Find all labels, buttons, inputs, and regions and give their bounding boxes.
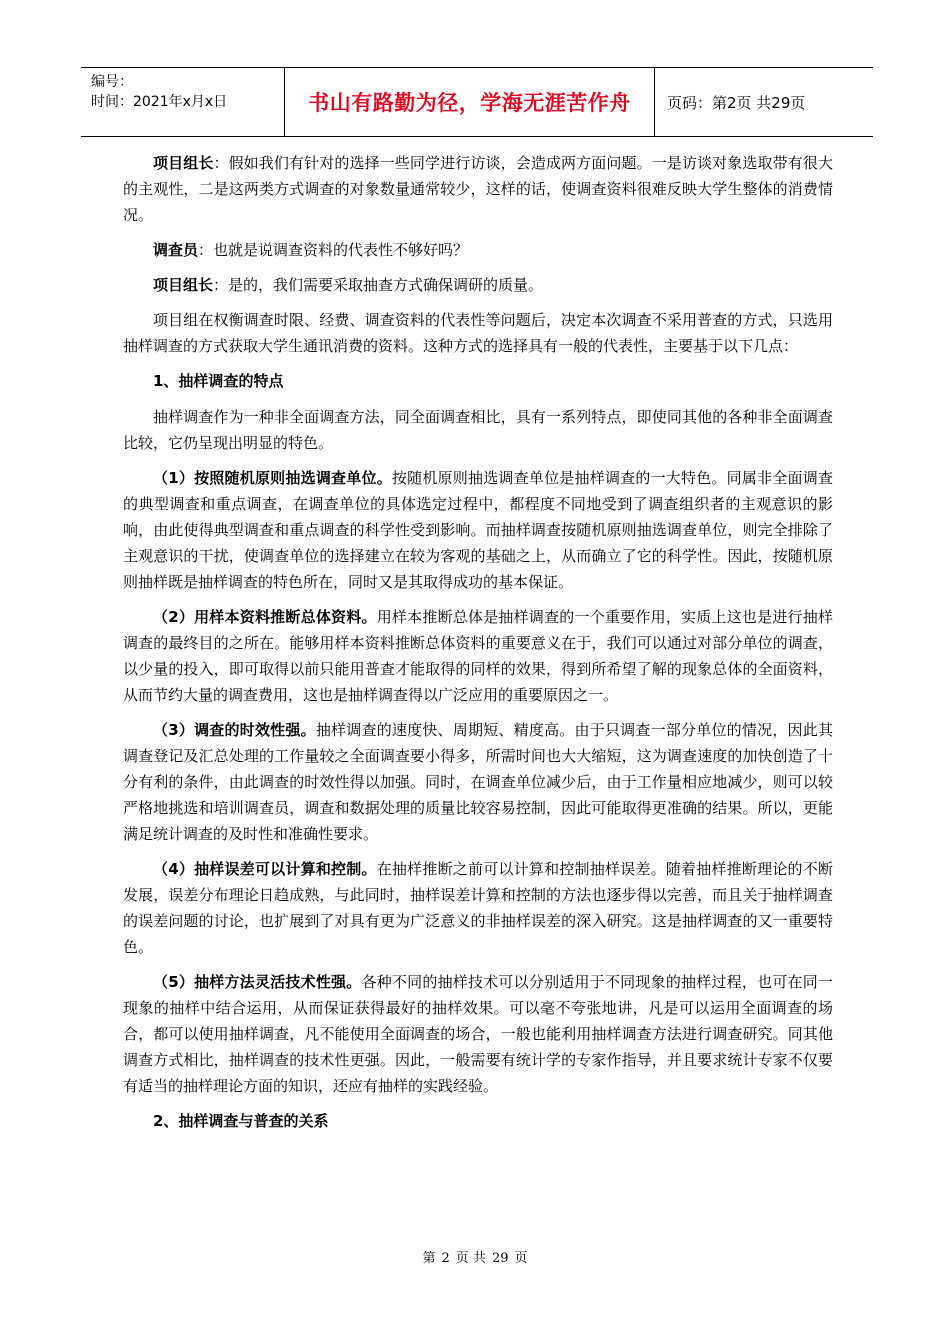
section-heading: 1、抽样调查的特点 (153, 372, 284, 390)
document-number-label: 编号： (91, 74, 133, 90)
paragraph-lead: （4）抽样误差可以计算和控制。 (153, 860, 377, 878)
paragraph-lead: 项目组长 (153, 154, 214, 172)
paragraph-lead: （2）用样本资料推断总体资料。 (153, 608, 377, 626)
paragraph-text: 抽样调查作为一种非全面调查方法，同全面调查相比，具有一系列特点，即使同其他的各种非全面调查比较，它仍呈现出明显的特色。 (123, 408, 833, 452)
footer-suffix: 页 (514, 1251, 528, 1266)
paragraph (123, 307, 833, 359)
paragraph (123, 465, 833, 595)
header-motto: 书山有路勤为径，学海无涯苦作舟 (285, 68, 655, 136)
paragraph (123, 237, 833, 263)
paragraph (123, 272, 833, 298)
footer-middle: 页 共 (455, 1251, 486, 1266)
footer-page-number: 2 (441, 1251, 450, 1266)
paragraph-text: 抽样调查的速度快、周期短、精度高。由于只调查一部分单位的情况，因此其调查登记及汇总处理的工作量较之全面调查要小得多，所需时间也大大缩短，这为调查速度的加快创造了十分有利的条件，由此调查的时效性得以加强。同时，在调查单位减少后，由于工作量相应地减少，则可以较严格地挑选和培训调查员，调查和数据处理的质量比较容易控制，因此可能取得更准确的结果。所以，更能满足统计调查的及时性和准确性要求。 (123, 721, 833, 843)
page-footer (0, 1247, 950, 1266)
paragraph (123, 150, 833, 228)
header-meta-cell (81, 68, 285, 136)
paragraph-lead: 调查员 (153, 241, 199, 259)
paragraph-text: 项目组在权衡调查时限、经费、调查资料的代表性等问题后，决定本次调查不采用普查的方式，只选用抽样调查的方式获取大学生通讯消费的资料。这种方式的选择具有一般的代表性，主要基于以下几点： (123, 311, 833, 355)
footer-total-pages: 29 (491, 1251, 509, 1266)
footer-prefix: 第 (422, 1251, 436, 1266)
paragraph-text: 在抽样推断之前可以计算和控制抽样误差。随着抽样推断理论的不断发展，误差分布理论日趋成熟，与此同时，抽样误差计算和控制的方法也逐步得以完善，而且关于抽样调查的误差问题的讨论，也扩展到了对具有更为广泛意义的非抽样误差的深入研究。这是抽样调查的又一重要特色。 (123, 860, 833, 956)
paragraph (123, 604, 833, 708)
paragraph-lead: （3）调查的时效性强。 (153, 721, 316, 739)
paragraph-text: ：假如我们有针对的选择一些同学进行访谈，会造成两方面问题。一是访谈对象选取带有很大的主观性，二是这两类方式调查的对象数量通常较少，这样的话，使调查资料很难反映大学生整体的消费情况。 (123, 154, 833, 224)
paragraph (123, 404, 833, 456)
paragraph-lead: （1）按照随机原则抽选调查单位。 (153, 469, 392, 487)
document-time-label: 时间：2021年x月x日 (91, 94, 228, 110)
paragraph-text: ：也就是说调查资料的代表性不够好吗？ (198, 241, 469, 259)
paragraph-text: 用样本推断总体是抽样调查的一个重要作用，实质上这也是进行抽样调查的最终目的之所在。能够用样本资料推断总体资料的重要意义在于，我们可以通过对部分单位的调查，以少量的投入，即可取得以前只能用普查才能取得的同样的效果，得到所希望了解的现象总体的全面资料，从而节约大量的调查费用，这也是抽样调查得以广泛应用的重要原因之一。 (123, 608, 833, 704)
section-heading: 2、抽样调查与普查的关系 (153, 1112, 329, 1130)
paragraph-text: 各种不同的抽样技术可以分别适用于不同现象的抽样过程，也可在同一现象的抽样中结合运用，从而保证获得最好的抽样效果。可以毫不夸张地讲，凡是可以运用全面调查的场合，都可以使用抽样调查，凡不能使用全面调查的场合，一般也能利用抽样调查方法进行调查研究。同其他调查方式相比，抽样调查的技术性更强。因此，一般需要有统计学的专家作指导，并且要求统计专家不仅要有适当的抽样理论方面的知识，还应有抽样的实践经验。 (123, 973, 833, 1095)
header-page-info: 页码：第2页 共29页 (667, 93, 806, 112)
paragraph-text: 按随机原则抽选调查单位是抽样调查的一大特色。同属非全面调查的典型调查和重点调查，在调查单位的具体选定过程中，都程度不同地受到了调查组织者的主观意识的影响，由此使得典型调查和重点调查的科学性受到影响。而抽样调查按随机原则抽选调查单位，则完全排除了主观意识的干扰，使调查单位的选择建立在较为客观的基础之上，从而确立了它的科学性。因此，按随机原则抽样既是抽样调查的特色所在，同时又是其取得成功的基本保证。 (123, 469, 833, 591)
paragraph (123, 856, 833, 960)
paragraph-text: ：是的，我们需要采取抽查方式确保调研的质量。 (213, 276, 544, 294)
paragraph (123, 717, 833, 847)
page-header (81, 67, 873, 137)
document-body (123, 150, 833, 1144)
paragraph-lead: （5）抽样方法灵活技术性强。 (153, 973, 362, 991)
paragraph-lead: 项目组长 (153, 276, 214, 294)
paragraph (123, 969, 833, 1099)
